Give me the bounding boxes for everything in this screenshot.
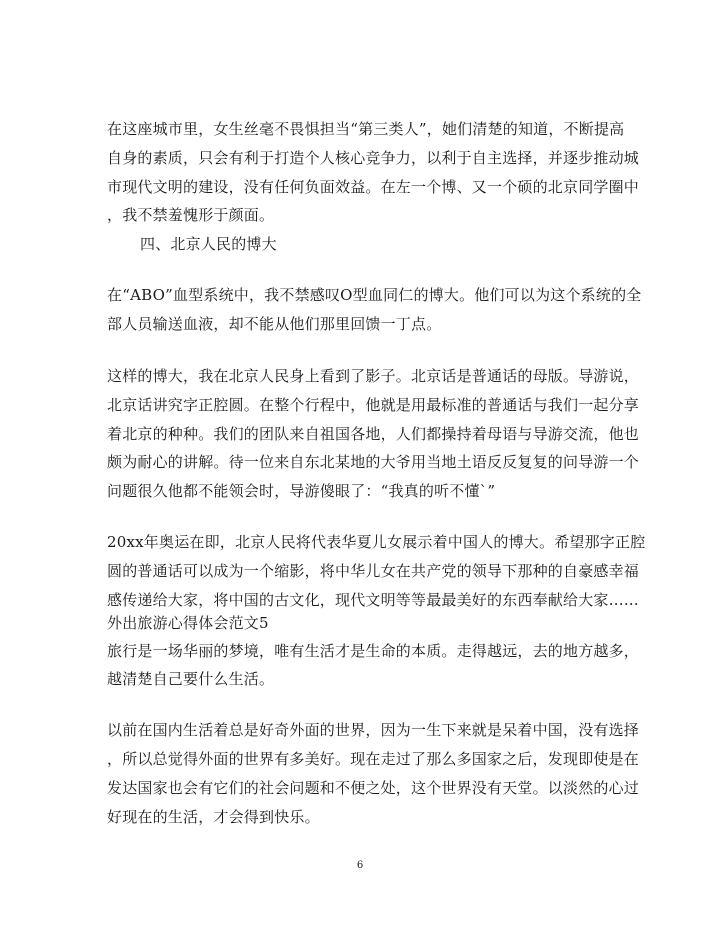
paragraph-line: 在“ABO”血型系统中，我不禁感叹O型血同仁的博大。他们可以为这个系统的全 <box>107 286 642 304</box>
paragraph-line: 越清楚自己要什么生活。 <box>107 670 275 688</box>
paragraph-line: 市现代文明的建设，没有任何负面效益。在左一个博、又一个硕的北京同学圈中 <box>107 178 640 196</box>
paragraph-line: ，所以总觉得外面的世界有多美好。现在走过了那么多国家之后，发现即使是在 <box>107 750 640 768</box>
paragraph-line: 北京话讲究字正腔圆。在整个行程中，他就是用最标准的普通话与我们一起分享 <box>107 396 640 414</box>
page-number: 6 <box>356 860 364 871</box>
paragraph-line: 问题很久他都不能领会时，导游傻眼了：“我真的听不懂`” <box>107 482 496 500</box>
paragraph-line: 着北京的种种。我们的团队来自祖国各地，人们都操持着母语与导游交流，他也 <box>107 425 640 443</box>
paragraph-line: 旅行是一场华丽的梦境，唯有生活才是生命的本质。走得越远，去的地方越多， <box>107 642 640 660</box>
paragraph-line: 这样的博大，我在北京人民身上看到了影子。北京话是普通话的母版。导游说， <box>107 367 640 385</box>
paragraph-line: 在这座城市里，女生丝毫不畏惧担当“第三类人”，她们清楚的知道，不断提高 <box>107 120 625 138</box>
paragraph-line: 颇为耐心的讲解。待一位来自东北某地的大爷用当地土语反反复复的问导游一个 <box>107 453 640 471</box>
paragraph-line: 部人员输送血液，却不能从他们那里回馈一丁点。 <box>107 315 442 333</box>
essay-title: 外出旅游心得体会范文5 <box>107 614 269 632</box>
paragraph-line: 以前在国内生活着总是好奇外面的世界，因为一生下来就是呆着中国，没有选择 <box>107 721 640 739</box>
paragraph-line: 圆的普通话可以成为一个缩影，将中华儿女在共产党的领导下那种的自豪感幸福 <box>107 562 640 580</box>
paragraph-line: ，我不禁羞愧形于颜面。 <box>107 206 275 224</box>
paragraph-line: 感传递给大家，将中国的古文化，现代文明等等最最美好的东西奉献给大家…… <box>107 591 640 609</box>
paragraph-line: 发达国家也会有它们的社会问题和不便之处，这个世界没有天堂。以淡然的心过 <box>107 779 640 797</box>
section-heading: 四、北京人民的博大 <box>140 235 277 253</box>
paragraph-line: 自身的素质，只会有利于打造个人核心竞争力，以利于自主选择，并逐步推动城 <box>107 149 640 167</box>
paragraph-line: 好现在的生活，才会得到快乐。 <box>107 808 320 826</box>
paragraph-line: 20xx年奥运在即，北京人民将代表华夏儿女展示着中国人的博大。希望那字正腔 <box>107 533 646 551</box>
